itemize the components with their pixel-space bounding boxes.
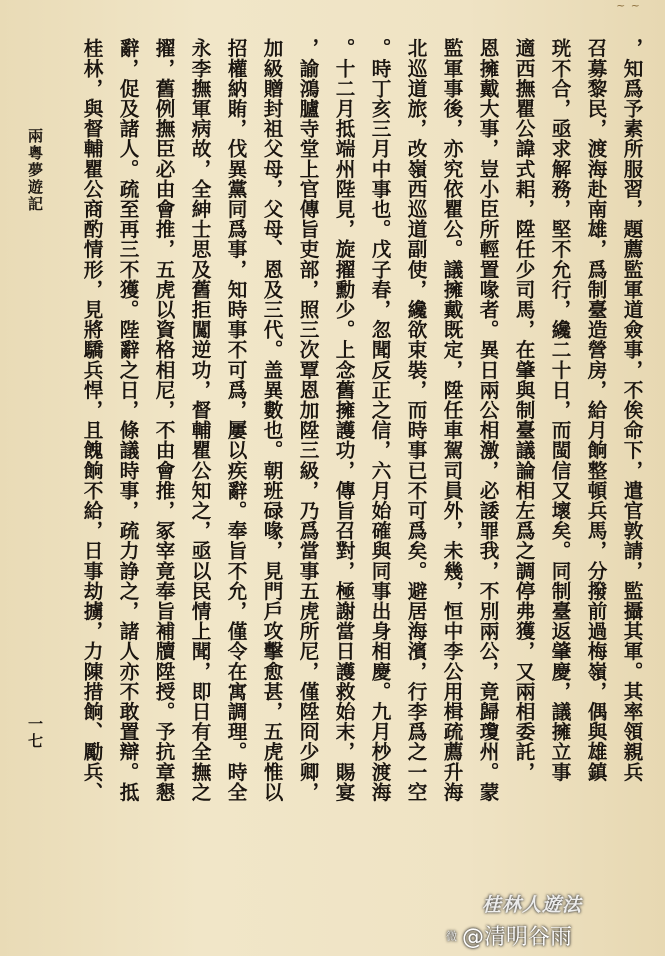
text-column-6: 監軍事後，亦究依瞿公。議擁戴既定，陞任車駕司員外，未幾，恒中李公用楫疏薦升海 <box>440 38 463 802</box>
text-column-14: 擢，舊例撫臣必由會推，五虎以資格相尼，不由會推，冢宰竟奉旨補牘陞授。予抗章懇 <box>152 38 175 802</box>
text-column-1: ，知爲予素所服習，題薦監軍道僉事，不俟命下，遣官敦請，監攝其軍。其率領親兵 <box>620 38 643 782</box>
text-column-7: 北巡道旅，改嶺西巡道副使，纔欲束裝，而時事已不可爲矣。避居海濱，行李爲之一空 <box>404 38 427 802</box>
text-column-2: 召募黎民，渡海赴南雄，爲制臺造營房，給月餉整頓兵馬，分撥前過梅嶺，偶與雄鎮 <box>584 38 607 782</box>
text-column-13: 永李撫軍病故，全紳士思及舊拒闖逆功，督輔瞿公知之，亟以民情上聞，即日有全撫之 <box>188 38 211 802</box>
text-column-10: ，諭鴻臚寺堂上官傳旨吏部，照三次覃恩加陞三級，乃爲當事五虎所尼，僅陞冏少卿， <box>296 38 319 802</box>
watermark-brand: 桂林人遊法 <box>482 894 583 916</box>
text-column-3: 珖不合，亟求解務，堅不允行，纔二十日，而閩信又壞矣。同制臺返肇慶，議擁立事 <box>548 38 571 782</box>
watermark-handle-text: @清明谷雨 <box>462 925 573 950</box>
text-column-12: 招權納賄，伐異黨同爲事，知時事不可爲，屢以疾辭。奉旨不允，僅令在寓調理。時全 <box>224 38 247 802</box>
text-column-11: 加級贈封祖父母，父母、恩及三代。盖異數也。朝班碌喙，見門戶攻擊愈甚，五虎惟以 <box>260 38 283 802</box>
text-column-4: 適西撫瞿公諱式耜，陞任少司馬，在肇與制臺議論相左爲之調停弗獲，又兩相委託， <box>512 38 535 782</box>
text-column-15: 辭，促及諸人。疏至再三不獲。陛辭之日，條議時事，疏力諍之，諸人亦不敢置辯。抵 <box>116 38 139 802</box>
top-ornament: ~ ~ <box>616 0 641 12</box>
page-number: 一七 <box>26 716 44 750</box>
text-column-9: 。十二月抵端州陛見，旋擢勳少。上念舊擁護功，傳旨召對，極謝當日護救始末，賜宴 <box>332 38 355 802</box>
text-column-5: 恩擁戴大事，豈小臣所輕置喙者。異日兩公相激，必諉罪我，不別兩公，竟歸瓊州。蒙 <box>476 38 499 802</box>
text-column-16: 桂林，與督輔瞿公商酌情形，見將驕兵悍，且餽餉不給，日事劫擄，力陳措餉、勵兵、 <box>80 38 103 802</box>
book-title: 兩粵夢遊記 <box>26 128 44 213</box>
text-column-8: 。時丁亥三月中事也。戊子春，忽聞反正之信，六月始確與同事出身相慶。九月杪渡海 <box>368 38 391 802</box>
weibo-icon: 微 <box>446 929 457 943</box>
watermark-handle <box>446 920 572 951</box>
